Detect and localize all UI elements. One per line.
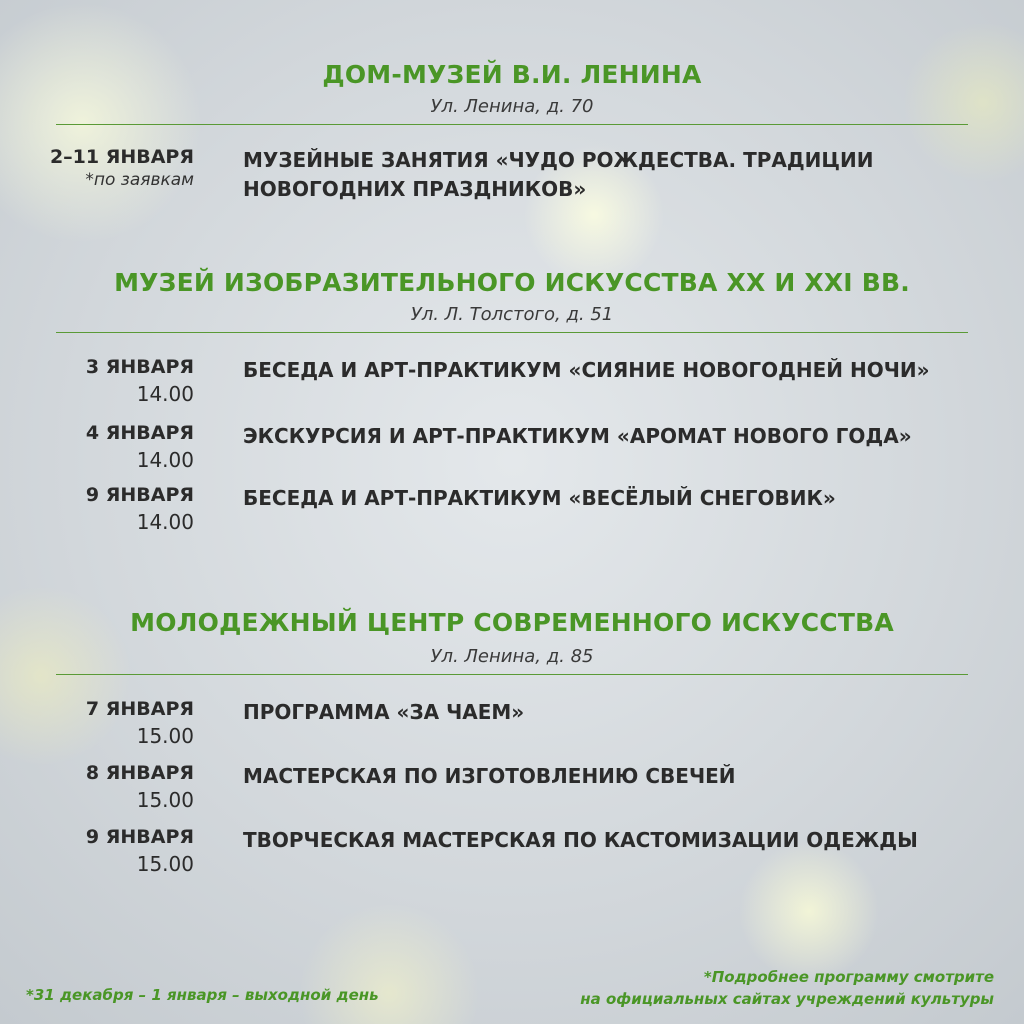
event-date: 9 ЯНВАРЯ	[85, 484, 194, 506]
section-address: Ул. Л. Толстого, д. 51	[410, 304, 614, 325]
event-time: 15.00	[136, 788, 194, 812]
section-address: Ул. Ленина, д. 85	[430, 646, 594, 667]
event-time: 15.00	[136, 852, 194, 876]
event-title: БЕСЕДА И АРТ-ПРАКТИКУМ «СИЯНИЕ НОВОГОДНЕЙ НОЧИ»	[243, 358, 930, 382]
section-divider	[56, 124, 968, 125]
event-date: 2–11 ЯНВАРЯ	[49, 146, 194, 168]
event-time: 14.00	[136, 382, 194, 406]
event-title: БЕСЕДА И АРТ-ПРАКТИКУМ «ВЕСЁЛЫЙ СНЕГОВИК»	[243, 486, 836, 510]
event-title: ПРОГРАММА «ЗА ЧАЕМ»	[243, 700, 525, 724]
section-title: МУЗЕЙ ИЗОБРАЗИТЕЛЬНОГО ИСКУССТВА XX И XXI ВВ.	[114, 268, 910, 297]
event-title: ЭКСКУРСИЯ И АРТ-ПРАКТИКУМ «АРОМАТ НОВОГО ГОДА»	[243, 424, 912, 448]
event-title: ТВОРЧЕСКАЯ МАСТЕРСКАЯ ПО КАСТОМИЗАЦИИ ОДЕЖДЫ	[243, 828, 918, 852]
event-date: 7 ЯНВАРЯ	[85, 698, 194, 720]
event-time: 14.00	[136, 510, 194, 534]
section-title: МОЛОДЕЖНЫЙ ЦЕНТР СОВРЕМЕННОГО ИСКУССТВА	[130, 608, 894, 637]
footer-more-info-note	[580, 966, 994, 1010]
event-title: МАСТЕРСКАЯ ПО ИЗГОТОВЛЕНИЮ СВЕЧЕЙ	[243, 764, 736, 788]
section-divider	[56, 674, 968, 675]
footer-note-line: на официальных сайтах учреждений культуры	[580, 990, 994, 1008]
event-time: 14.00	[136, 448, 194, 472]
event-date: 8 ЯНВАРЯ	[85, 762, 194, 784]
event-note: *по заявкам	[85, 170, 194, 190]
event-date: 4 ЯНВАРЯ	[85, 422, 194, 444]
event-time: 15.00	[136, 724, 194, 748]
event-title: МУЗЕЙНЫЕ ЗАНЯТИЯ «ЧУДО РОЖДЕСТВА. ТРАДИЦИИ НОВОГОДНИХ ПРАЗДНИКОВ»	[243, 148, 874, 201]
section-divider	[56, 332, 968, 333]
event-date: 3 ЯНВАРЯ	[85, 356, 194, 378]
footer-day-off-note: *31 декабря – 1 января – выходной день	[26, 986, 379, 1004]
section-address: Ул. Ленина, д. 70	[430, 96, 594, 117]
event-date: 9 ЯНВАРЯ	[85, 826, 194, 848]
section-title: ДОМ-МУЗЕЙ В.И. ЛЕНИНА	[322, 60, 702, 89]
footer-note-line: *Подробнее программу смотрите	[703, 968, 994, 986]
